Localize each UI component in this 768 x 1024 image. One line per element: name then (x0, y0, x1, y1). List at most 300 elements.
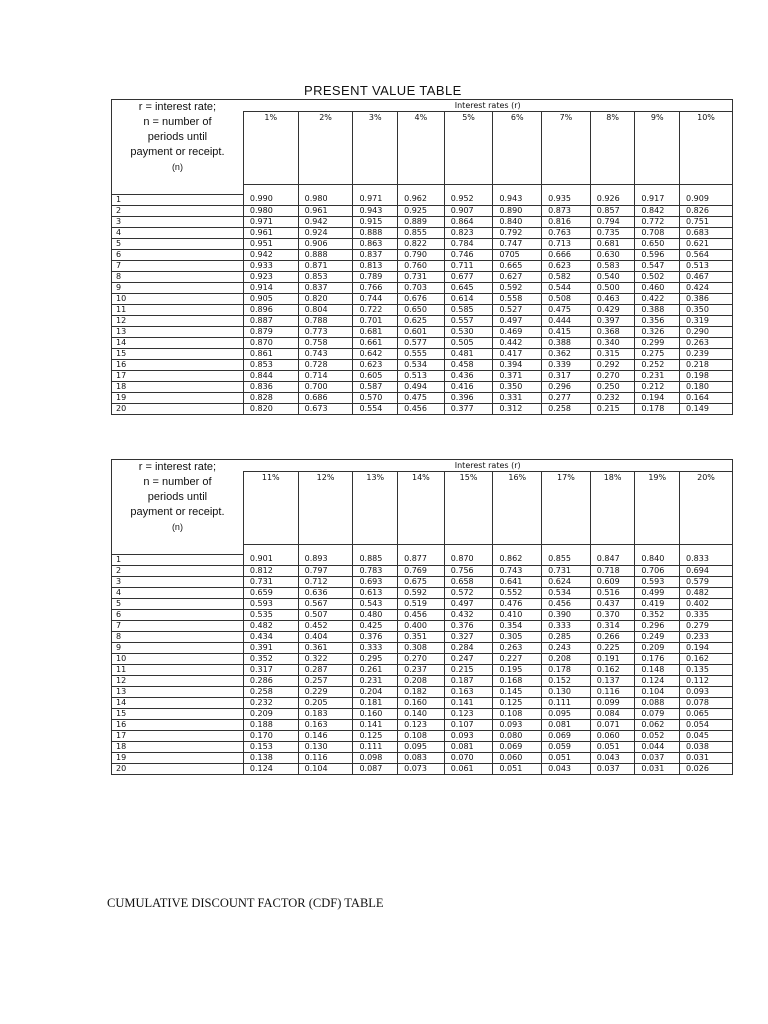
table-row (112, 642, 733, 653)
factor-cell: 0.784 (444, 238, 493, 249)
table-row (112, 708, 733, 719)
factor-cell: 0.873 (542, 205, 591, 216)
factor-cell: 0.677 (444, 271, 493, 282)
factor-cell: 0.822 (398, 238, 445, 249)
factor-cell: 0.356 (635, 315, 680, 326)
factor-cell: 0.116 (590, 686, 635, 697)
factor-cell: 0.980 (298, 194, 353, 205)
cdf-table-title: CUMULATIVE DISCOUNT FACTOR (CDF) TABLE (107, 896, 384, 910)
factor-cell: 0.554 (353, 403, 398, 414)
period-cell: 2 (112, 205, 244, 216)
factor-cell: 0.534 (542, 587, 591, 598)
factor-cell: 0.026 (680, 763, 733, 774)
factor-cell: 0.863 (353, 238, 398, 249)
factor-cell: 0.296 (635, 620, 680, 631)
factor-cell: 0.160 (353, 708, 398, 719)
period-cell: 5 (112, 598, 244, 609)
factor-cell: 0.107 (444, 719, 493, 730)
factor-cell: 0.062 (635, 719, 680, 730)
factor-cell: 0.208 (398, 675, 445, 686)
factor-cell: 0.044 (635, 741, 680, 752)
factor-cell: 0.728 (298, 359, 353, 370)
factor-cell: 0.557 (444, 315, 493, 326)
spacer-cell (398, 185, 445, 195)
factor-cell: 0.296 (542, 381, 591, 392)
factor-cell: 0.051 (493, 763, 542, 774)
rate-header: 5% (444, 112, 493, 185)
period-cell: 19 (112, 392, 244, 403)
spacer-cell (493, 545, 542, 555)
factor-cell: 0.152 (542, 675, 591, 686)
factor-cell: 0.527 (493, 304, 542, 315)
factor-cell: 0.789 (353, 271, 398, 282)
factor-cell: 0.124 (243, 763, 298, 774)
factor-cell: 0.270 (590, 370, 635, 381)
table-row (112, 664, 733, 675)
factor-cell: 0.038 (680, 741, 733, 752)
period-cell: 19 (112, 752, 244, 763)
factor-cell: 0.322 (298, 653, 353, 664)
rate-header: 13% (353, 472, 398, 545)
factor-cell: 0.813 (353, 260, 398, 271)
factor-cell: 0.299 (635, 337, 680, 348)
factor-cell: 0.592 (493, 282, 542, 293)
factor-cell: 0.971 (353, 194, 398, 205)
factor-cell: 0.088 (635, 697, 680, 708)
spacer-cell (444, 185, 493, 195)
factor-cell: 0.335 (680, 609, 733, 620)
factor-cell: 0.857 (590, 205, 635, 216)
factor-cell: 0.208 (542, 653, 591, 664)
factor-cell: 0.249 (635, 631, 680, 642)
factor-cell: 0.469 (493, 326, 542, 337)
factor-cell: 0.535 (243, 609, 298, 620)
rate-header: 2% (298, 112, 353, 185)
table-row (112, 752, 733, 763)
factor-cell: 0.257 (298, 675, 353, 686)
factor-cell: 0.844 (243, 370, 298, 381)
factor-cell: 0.170 (243, 730, 298, 741)
factor-cell: 0.183 (298, 708, 353, 719)
table-row (112, 741, 733, 752)
table-row (112, 403, 733, 414)
period-cell: 15 (112, 348, 244, 359)
factor-cell: 0.434 (243, 631, 298, 642)
factor-cell: 0.505 (444, 337, 493, 348)
factor-cell: 0.045 (680, 730, 733, 741)
factor-cell: 0.592 (398, 587, 445, 598)
factor-cell: 0.783 (353, 565, 398, 576)
period-cell: 16 (112, 359, 244, 370)
factor-cell: 0.952 (444, 194, 493, 205)
factor-cell: 0.194 (635, 392, 680, 403)
factor-cell: 0.480 (353, 609, 398, 620)
factor-cell: 0.377 (444, 403, 493, 414)
factor-cell: 0.731 (398, 271, 445, 282)
factor-cell: 0.362 (542, 348, 591, 359)
factor-cell: 0.534 (398, 359, 445, 370)
factor-cell: 0.792 (493, 227, 542, 238)
period-cell: 8 (112, 271, 244, 282)
factor-cell: 0.773 (298, 326, 353, 337)
factor-cell: 0.701 (353, 315, 398, 326)
factor-cell: 0.225 (590, 642, 635, 653)
legend-line-n: (n) (171, 522, 183, 532)
rate-header: 14% (398, 472, 445, 545)
factor-cell: 0.315 (590, 348, 635, 359)
table-row (112, 205, 733, 216)
factor-cell: 0.160 (398, 697, 445, 708)
factor-cell: 0.123 (444, 708, 493, 719)
factor-cell: 0.476 (493, 598, 542, 609)
table-row (112, 675, 733, 686)
table-row (112, 260, 733, 271)
factor-cell: 0.456 (398, 403, 445, 414)
period-cell: 18 (112, 741, 244, 752)
factor-cell: 0.354 (493, 620, 542, 631)
factor-cell: 0.397 (590, 315, 635, 326)
factor-cell: 0.187 (444, 675, 493, 686)
factor-cell: 0.182 (398, 686, 445, 697)
period-cell: 13 (112, 326, 244, 337)
period-cell: 8 (112, 631, 244, 642)
factor-cell: 0.452 (298, 620, 353, 631)
factor-cell: 0705 (493, 249, 542, 260)
factor-cell: 0.683 (680, 227, 733, 238)
header-row (112, 100, 733, 112)
factor-cell: 0.665 (493, 260, 542, 271)
factor-cell: 0.141 (444, 697, 493, 708)
factor-cell: 0.130 (542, 686, 591, 697)
table-row (112, 227, 733, 238)
period-cell: 18 (112, 381, 244, 392)
factor-cell: 0.971 (243, 216, 298, 227)
factor-cell: 0.031 (635, 763, 680, 774)
spacer-cell (542, 185, 591, 195)
factor-cell: 0.582 (542, 271, 591, 282)
factor-cell: 0.650 (635, 238, 680, 249)
factor-cell: 0.596 (635, 249, 680, 260)
factor-cell: 0.404 (298, 631, 353, 642)
table-row (112, 576, 733, 587)
table-row (112, 216, 733, 227)
factor-cell: 0.540 (590, 271, 635, 282)
factor-cell: 0.140 (398, 708, 445, 719)
factor-cell: 0.415 (542, 326, 591, 337)
factor-cell: 0.840 (493, 216, 542, 227)
factor-cell: 0.877 (398, 554, 445, 565)
factor-cell: 0.609 (590, 576, 635, 587)
factor-cell: 0.641 (493, 576, 542, 587)
factor-cell: 0.162 (680, 653, 733, 664)
factor-cell: 0.482 (243, 620, 298, 631)
factor-cell: 0.099 (590, 697, 635, 708)
factor-cell: 0.833 (680, 554, 733, 565)
factor-cell: 0.327 (444, 631, 493, 642)
factor-cell: 0.460 (635, 282, 680, 293)
factor-cell: 0.388 (635, 304, 680, 315)
factor-cell: 0.935 (542, 194, 591, 205)
factor-cell: 0.887 (243, 315, 298, 326)
factor-cell: 0.896 (243, 304, 298, 315)
factor-cell: 0.513 (398, 370, 445, 381)
factor-cell: 0.410 (493, 609, 542, 620)
rate-header: 9% (635, 112, 680, 185)
page-title: PRESENT VALUE TABLE (304, 83, 462, 98)
factor-cell: 0.188 (243, 719, 298, 730)
factor-cell: 0.178 (542, 664, 591, 675)
spacer-cell (444, 545, 493, 555)
factor-cell: 0.108 (398, 730, 445, 741)
factor-cell: 0.317 (243, 664, 298, 675)
factor-cell: 0.138 (243, 752, 298, 763)
factor-cell: 0.458 (444, 359, 493, 370)
factor-cell: 0.351 (398, 631, 445, 642)
factor-cell: 0.467 (680, 271, 733, 282)
legend-cell (112, 100, 244, 195)
rate-header: 7% (542, 112, 591, 185)
factor-cell: 0.148 (635, 664, 680, 675)
period-cell: 3 (112, 216, 244, 227)
factor-cell: 0.263 (680, 337, 733, 348)
spacer-cell (590, 545, 635, 555)
factor-cell: 0.162 (590, 664, 635, 675)
period-cell: 2 (112, 565, 244, 576)
factor-cell: 0.333 (353, 642, 398, 653)
factor-cell: 0.544 (542, 282, 591, 293)
factor-cell: 0.317 (542, 370, 591, 381)
factor-cell: 0.888 (353, 227, 398, 238)
factor-cell: 0.215 (590, 403, 635, 414)
factor-cell: 0.350 (493, 381, 542, 392)
table-row (112, 598, 733, 609)
factor-cell: 0.706 (635, 565, 680, 576)
factor-cell: 0.864 (444, 216, 493, 227)
table-row (112, 194, 733, 205)
factor-cell: 0.388 (542, 337, 591, 348)
factor-cell: 0.181 (353, 697, 398, 708)
table-row (112, 697, 733, 708)
factor-cell: 0.790 (398, 249, 445, 260)
factor-cell: 0.331 (493, 392, 542, 403)
factor-cell: 0.209 (635, 642, 680, 653)
factor-cell: 0.675 (398, 576, 445, 587)
factor-cell: 0.043 (542, 763, 591, 774)
factor-cell: 0.925 (398, 205, 445, 216)
factor-cell: 0.826 (680, 205, 733, 216)
factor-cell: 0.942 (298, 216, 353, 227)
factor-cell: 0.990 (243, 194, 298, 205)
legend-cell (112, 460, 244, 555)
factor-cell: 0.676 (398, 293, 445, 304)
factor-cell: 0.429 (590, 304, 635, 315)
factor-cell: 0.572 (444, 587, 493, 598)
factor-cell: 0.130 (298, 741, 353, 752)
factor-cell: 0.820 (298, 293, 353, 304)
present-value-table-1 (111, 99, 733, 415)
spacer-cell (398, 545, 445, 555)
factor-cell: 0.108 (493, 708, 542, 719)
factor-cell: 0.390 (542, 609, 591, 620)
factor-cell: 0.743 (493, 565, 542, 576)
period-cell: 4 (112, 227, 244, 238)
factor-cell: 0.555 (398, 348, 445, 359)
factor-cell: 0.163 (444, 686, 493, 697)
factor-cell: 0.104 (298, 763, 353, 774)
factor-cell: 0.879 (243, 326, 298, 337)
factor-cell: 0.146 (298, 730, 353, 741)
factor-cell: 0.519 (398, 598, 445, 609)
factor-cell: 0.141 (353, 719, 398, 730)
table-row (112, 392, 733, 403)
rate-header: 8% (590, 112, 635, 185)
factor-cell: 0.871 (298, 260, 353, 271)
period-cell: 13 (112, 686, 244, 697)
factor-cell: 0.417 (493, 348, 542, 359)
factor-cell: 0.769 (398, 565, 445, 576)
factor-cell: 0.481 (444, 348, 493, 359)
factor-cell: 0.494 (398, 381, 445, 392)
factor-cell: 0.731 (542, 565, 591, 576)
rate-header: 15% (444, 472, 493, 545)
factor-cell: 0.718 (590, 565, 635, 576)
factor-cell: 0.870 (243, 337, 298, 348)
factor-cell: 0.613 (353, 587, 398, 598)
factor-cell: 0.116 (298, 752, 353, 763)
factor-cell: 0.212 (635, 381, 680, 392)
factor-cell: 0.442 (493, 337, 542, 348)
table-row (112, 282, 733, 293)
factor-cell: 0.168 (493, 675, 542, 686)
period-cell: 17 (112, 730, 244, 741)
factor-cell: 0.681 (353, 326, 398, 337)
factor-cell: 0.760 (398, 260, 445, 271)
factor-cell: 0.178 (635, 403, 680, 414)
factor-cell: 0.340 (590, 337, 635, 348)
factor-cell: 0.350 (680, 304, 733, 315)
factor-cell: 0.463 (590, 293, 635, 304)
period-cell: 20 (112, 403, 244, 414)
factor-cell: 0.292 (590, 359, 635, 370)
factor-cell: 0.901 (243, 554, 298, 565)
factor-cell: 0.233 (680, 631, 733, 642)
factor-cell: 0.700 (298, 381, 353, 392)
factor-cell: 0.943 (493, 194, 542, 205)
factor-cell: 0.642 (353, 348, 398, 359)
period-cell: 4 (112, 587, 244, 598)
factor-cell: 0.069 (493, 741, 542, 752)
factor-cell: 0.915 (353, 216, 398, 227)
period-cell: 11 (112, 304, 244, 315)
factor-cell: 0.475 (398, 392, 445, 403)
factor-cell: 0.906 (298, 238, 353, 249)
factor-cell: 0.437 (590, 598, 635, 609)
table-row (112, 238, 733, 249)
factor-cell: 0.333 (542, 620, 591, 631)
factor-cell: 0.037 (590, 763, 635, 774)
factor-cell: 0.712 (298, 576, 353, 587)
factor-cell: 0.961 (298, 205, 353, 216)
factor-cell: 0.043 (590, 752, 635, 763)
factor-cell: 0.061 (444, 763, 493, 774)
table-row (112, 271, 733, 282)
table-row (112, 609, 733, 620)
factor-cell: 0.258 (542, 403, 591, 414)
factor-cell: 0.164 (680, 392, 733, 403)
factor-cell: 0.625 (398, 315, 445, 326)
factor-cell: 0.623 (353, 359, 398, 370)
period-cell: 1 (112, 554, 244, 565)
table-row (112, 763, 733, 774)
factor-cell: 0.247 (444, 653, 493, 664)
spacer-cell (635, 545, 680, 555)
factor-cell: 0.054 (680, 719, 733, 730)
factor-cell: 0.497 (444, 598, 493, 609)
factor-cell: 0.744 (353, 293, 398, 304)
legend-line-payment-or-receipt: payment or receipt. (130, 506, 225, 518)
factor-cell: 0.195 (493, 664, 542, 675)
factor-cell: 0.558 (493, 293, 542, 304)
factor-cell: 0.198 (680, 370, 733, 381)
factor-cell: 0.962 (398, 194, 445, 205)
factor-cell: 0.051 (542, 752, 591, 763)
factor-cell: 0.402 (680, 598, 733, 609)
table-row (112, 315, 733, 326)
factor-cell: 0.583 (590, 260, 635, 271)
factor-cell: 0.735 (590, 227, 635, 238)
period-cell: 1 (112, 194, 244, 205)
factor-cell: 0.111 (542, 697, 591, 708)
factor-cell: 0.275 (635, 348, 680, 359)
factor-cell: 0.645 (444, 282, 493, 293)
factor-cell: 0.751 (680, 216, 733, 227)
factor-cell: 0.888 (298, 249, 353, 260)
factor-cell: 0.180 (680, 381, 733, 392)
spacer-cell (353, 545, 398, 555)
factor-cell: 0.836 (243, 381, 298, 392)
factor-cell: 0.308 (398, 642, 445, 653)
factor-cell: 0.093 (444, 730, 493, 741)
rate-header: 17% (542, 472, 591, 545)
factor-cell: 0.081 (542, 719, 591, 730)
factor-cell: 0.391 (243, 642, 298, 653)
table-row (112, 304, 733, 315)
factor-cell: 0.386 (680, 293, 733, 304)
table-row (112, 730, 733, 741)
factor-cell: 0.543 (353, 598, 398, 609)
factor-cell: 0.263 (493, 642, 542, 653)
factor-cell: 0.942 (243, 249, 298, 260)
factor-cell: 0.601 (398, 326, 445, 337)
period-cell: 12 (112, 315, 244, 326)
factor-cell: 0.627 (493, 271, 542, 282)
factor-cell: 0.087 (353, 763, 398, 774)
period-cell: 7 (112, 620, 244, 631)
legend-line-number-of: n = number of (143, 476, 212, 488)
factor-cell: 0.905 (243, 293, 298, 304)
factor-cell: 0.145 (493, 686, 542, 697)
rate-header: 6% (493, 112, 542, 185)
factor-cell: 0.071 (590, 719, 635, 730)
factor-cell: 0.060 (493, 752, 542, 763)
factor-cell: 0.564 (680, 249, 733, 260)
factor-cell: 0.658 (444, 576, 493, 587)
table-row (112, 293, 733, 304)
factor-cell: 0.371 (493, 370, 542, 381)
factor-cell: 0.060 (590, 730, 635, 741)
factor-cell: 0.804 (298, 304, 353, 315)
factor-cell: 0.163 (298, 719, 353, 730)
